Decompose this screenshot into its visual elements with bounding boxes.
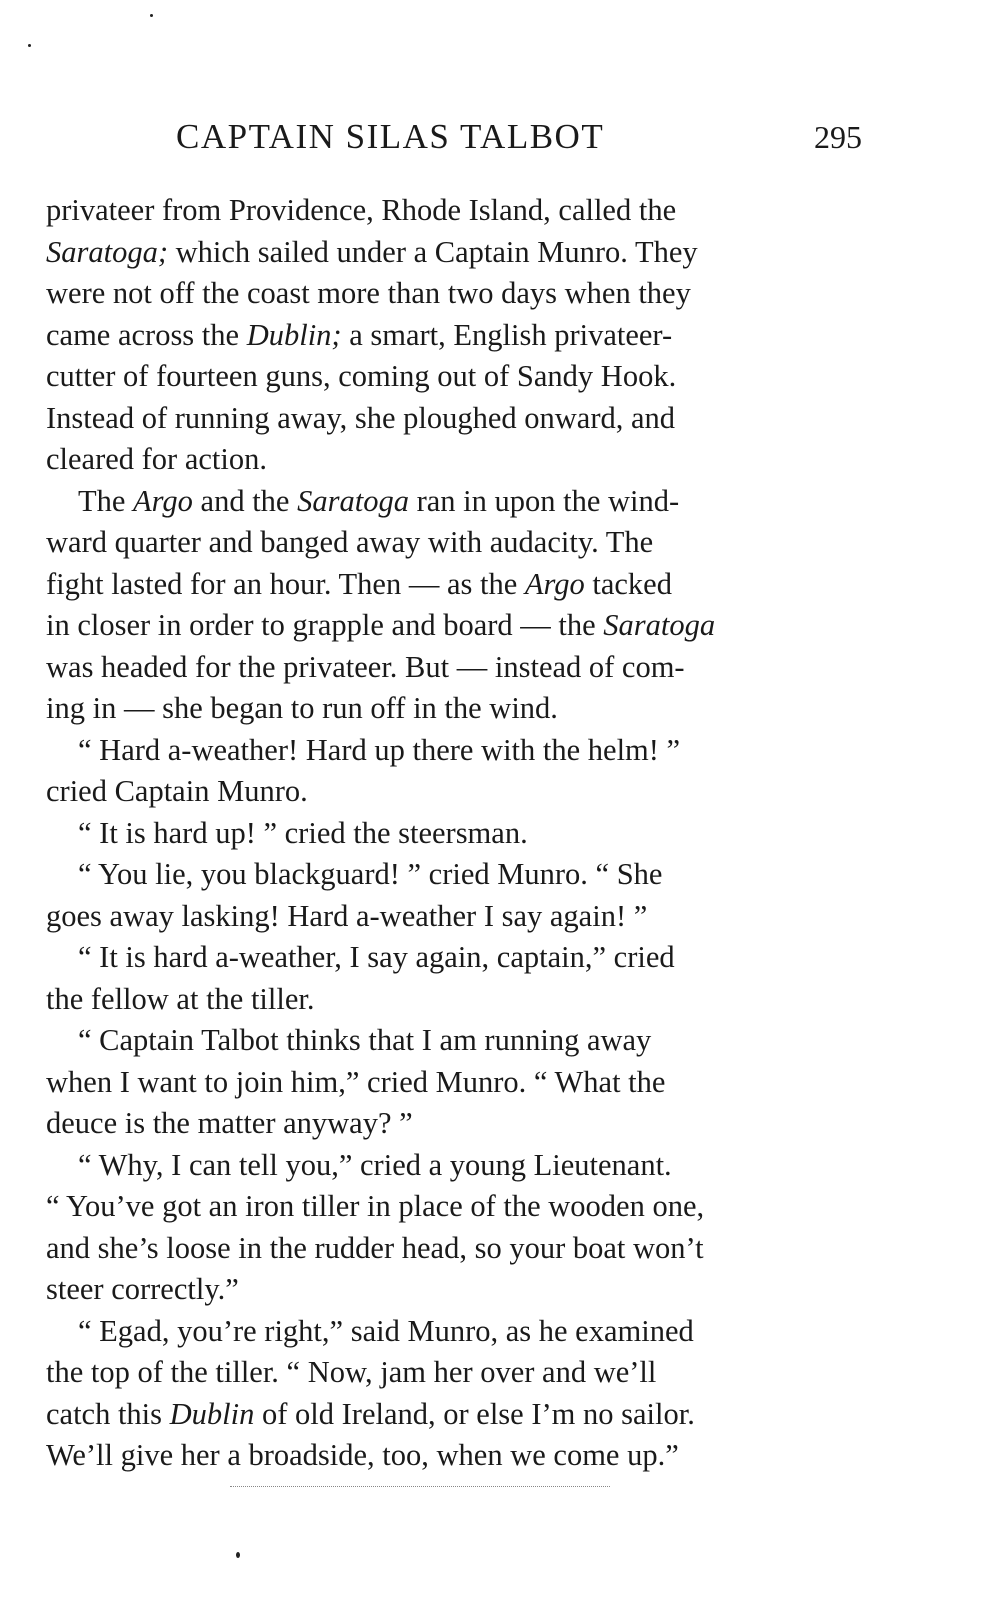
text-run: “ It is hard a-weather, I say again, captain,” cried the fellow at the tiller. [46,940,675,1016]
print-speck [28,44,31,47]
paragraph [46,730,862,813]
text-run: a smart, English privateer- cutter of fourteen guns, coming out of Sandy Hook. Instead of running away, she ploughed onward, and cleared for action. [46,317,677,476]
paragraph [46,1311,862,1477]
text-run: privateer from Providence, Rhode Island, called the [46,193,677,227]
text-run: “ Captain Talbot thinks that I am running away when I want to join him,” cried Munro. “ What the deuce is the matter anyway? ” [46,1023,666,1140]
paragraph [46,481,862,730]
body-text [46,190,862,1477]
italic-ship-name: Saratoga; [46,234,168,269]
running-head [46,110,862,168]
book-page [46,110,862,1477]
paragraph [46,813,862,855]
text-run: “ It is hard up! ” cried the steersman. [78,815,528,850]
italic-ship-name: Argo [524,566,585,601]
text-run: The [78,483,134,518]
text-run: of old Ireland, or else I’m no sailor. We’ll give her a broadside, too, when we come up.” [46,1396,695,1472]
print-artifact-dots [230,1486,610,1487]
text-run: “ You lie, you blackguard! ” cried Munro. “ She goes away lasking! Hard a-weather I say again! ” [46,857,663,933]
italic-ship-name: Argo [133,483,193,518]
text-run: “ Hard a-weather! Hard up there with the helm! ” cried Captain Munro. [46,732,681,808]
paragraph [46,190,862,481]
page-number: 295 [814,119,862,155]
print-speck [236,1552,240,1558]
text-run: “ Why, I can tell you,” cried a young Lieutenant. “ You’ve got an iron tiller in place of the wooden one, and she’s loose in the rudder head, so your boat won’t steer correctly.” [46,1147,705,1306]
paragraph [46,854,862,937]
text-run: ran in upon the wind- ward quarter and banged away with audacity. The fight lasted for an hour. Then — as the [46,483,680,601]
paragraph [46,1145,862,1311]
italic-ship-name: Saratoga [297,483,409,518]
print-speck [150,14,153,17]
text-run: was headed for the privateer. But — instead of com- ing in — she began to run off in the wind. [46,649,685,725]
text-run: and the [192,483,298,518]
paragraph [46,1020,862,1145]
paragraph [46,937,862,1020]
italic-ship-name: Saratoga [603,608,716,642]
italic-ship-name: Dublin [169,1396,255,1431]
running-title: CAPTAIN SILAS TALBOT [176,117,605,156]
italic-ship-name: Dublin; [246,317,342,352]
text-run: “ Egad, you’re right,” said Munro, as he examined the top of the tiller. “ Now, jam her over and we’ll catch this [46,1313,694,1431]
text-run: tacked in closer in order to grapple and board — the [46,566,672,642]
text-run: which sailed under a Captain Munro. They were not off the coast more than two days when they came across the [46,234,698,352]
